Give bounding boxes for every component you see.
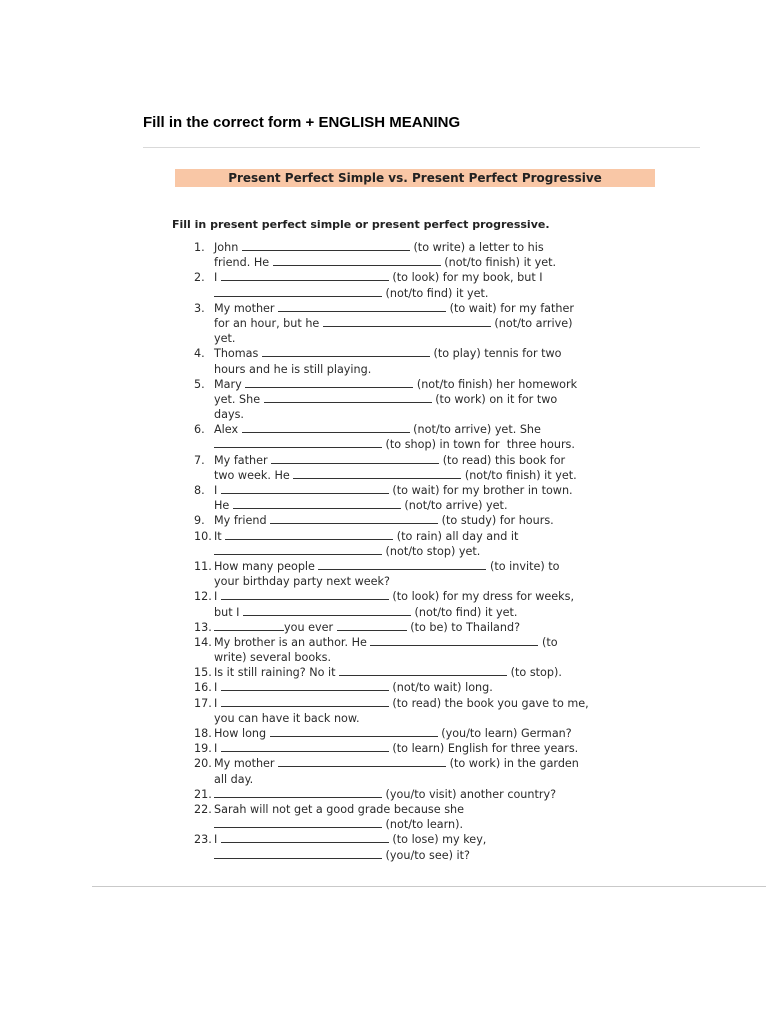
exercise-text [214,620,520,635]
exercise-text-segment: I [214,681,221,695]
exercise-text-segment: (to work) on it for two [431,392,558,406]
exercise-text [214,483,573,498]
answer-blank [278,756,446,767]
exercise-text-segment: (to rain) all day and it [393,529,519,543]
answer-blank [221,589,389,600]
worksheet-title: Present Perfect Simple vs. Present Perfect Progressive [175,169,655,187]
exercise-text [214,680,493,695]
exercise-text-segment: I [214,742,221,756]
answer-blank [370,635,538,646]
exercise-text-segment: (you/to see) it? [382,848,470,862]
exercise-text-segment: you ever [284,620,337,634]
exercise-number: 14. [194,635,212,649]
answer-blank [221,832,389,843]
exercise-number: 11. [194,559,212,573]
exercise-text-segment: I [214,833,221,847]
exercise-number: 17. [194,696,212,710]
exercise-line [172,240,662,255]
exercise-number: 18. [194,727,212,740]
answer-blank [270,513,438,524]
exercise-number: 6. [194,423,205,437]
exercise-text [214,589,574,604]
answer-blank [214,787,382,798]
exercise-line [172,726,662,741]
exercise-text-segment: (not/to finish) it yet. [461,468,577,482]
exercise-text-segment: I [214,484,221,497]
exercise-line [172,513,662,528]
exercise-text-segment: My friend [214,514,271,528]
exercise-number: 4. [194,347,205,361]
exercise-line [172,453,662,468]
answer-blank [221,483,389,494]
exercise-text-segment: (not/to wait) long. [388,681,493,695]
exercise-number: 9. [194,514,205,528]
exercise-text-segment: (not/to arrive) yet. She [409,423,541,437]
exercise-line [172,468,662,483]
exercise-line [172,407,662,422]
exercise-line [172,346,662,361]
exercise-text [214,407,244,422]
exercise-text-segment: Sarah will not get a good grade because she [214,802,465,816]
exercise-number: 2. [194,271,205,285]
exercise-text [214,696,589,711]
exercise-text-segment: My mother [214,301,279,315]
exercise-text [214,544,480,559]
exercise-text-segment: I [214,696,221,710]
exercise-text-segment: (to stop). [507,666,562,680]
exercise-text-segment: (to study) for hours. [438,514,554,528]
exercise-text [214,286,488,301]
exercise-number: 20. [194,757,212,771]
exercise-text [214,437,575,452]
exercise-text-segment: (you/to learn) German? [437,727,572,740]
exercise-text [214,346,562,361]
exercise-number: 13. [194,620,212,634]
exercise-number: 5. [194,377,205,391]
answer-blank [337,620,407,631]
exercise-line [172,711,662,726]
answer-blank [270,726,438,737]
exercise-line [172,392,662,407]
exercise-text-segment: but I [214,605,243,619]
exercise-text-segment: (not/to learn). [382,818,464,832]
exercise-line [172,620,662,635]
exercise-number: 10. [194,529,212,543]
exercise-text-segment: (to write) a letter to his [409,241,544,254]
exercise-text-segment: (to lose) my key, [388,833,487,847]
exercise-line [172,741,662,756]
exercise-line [172,650,662,665]
answer-blank [214,286,382,297]
exercise-text [214,331,235,346]
exercise-line [172,680,662,695]
exercise-number: 12. [194,590,212,604]
answer-blank [262,346,430,357]
exercise-line [172,605,662,620]
answer-blank [339,665,507,676]
exercise-text-segment: friend. He [214,256,273,270]
exercise-text-segment: yet. She [214,392,264,406]
exercise-line [172,772,662,787]
exercise-number: 22. [194,802,212,816]
exercise-line [172,848,662,863]
exercise-text-segment: (to play) tennis for two [429,347,562,361]
bottom-divider [92,886,766,887]
exercise-text-segment: (not/to arrive) yet. [400,499,508,513]
answer-blank [214,437,382,448]
exercise-text-segment: (not/to find) it yet. [411,605,518,619]
exercise-line [172,559,662,574]
exercise-line [172,422,662,437]
exercise-text-segment: (not/to arrive) [490,316,573,330]
exercise-text-segment: for an hour, but he [214,316,323,330]
exercise-line [172,756,662,771]
exercise-text-segment: your birthday party next week? [214,575,390,589]
exercise-text [214,848,470,863]
top-divider [143,147,700,148]
exercise-line [172,817,662,832]
exercise-text-segment: you can have it back now. [214,711,360,725]
exercise-text [214,468,577,483]
exercise-text [214,513,554,528]
answer-blank [221,696,389,707]
exercise-text-segment: days. [214,408,244,422]
exercise-line [172,635,662,650]
exercise-text [214,817,463,832]
answer-blank [318,559,486,570]
exercise-line [172,574,662,589]
answer-blank [214,817,382,828]
exercise-text-segment: (to work) in the garden [446,757,579,771]
answer-blank [214,544,382,555]
answer-blank [242,240,410,251]
exercise-line [172,301,662,316]
exercise-text-segment: (to invite) to [486,559,560,573]
exercise-text-segment: Mary [214,377,246,391]
exercise-text-segment: It [214,529,226,543]
exercise-number: 15. [194,666,212,680]
exercise-text-segment: How long [214,727,270,740]
exercise-text-segment: all day. [214,772,254,786]
exercise-text-segment: write) several books. [214,651,332,665]
exercise-line [172,665,662,680]
exercise-text [214,605,517,620]
exercise-text-segment: (to shop) in town for three hours. [382,438,575,452]
exercise-text-segment: (to be) to Thailand? [406,620,521,634]
exercise-text [214,772,253,787]
exercise-text-segment: I [214,590,221,604]
answer-blank [264,392,432,403]
exercise-text [214,574,390,589]
exercise-number: 23. [194,833,212,847]
exercise-text-segment: (not/to find) it yet. [382,286,489,300]
exercise-text [214,726,572,741]
exercise-line [172,498,662,513]
answer-blank [221,680,389,691]
exercise-line [172,255,662,270]
answer-blank [271,453,439,464]
exercise-text [214,741,578,756]
answer-blank [225,529,393,540]
exercise-text [214,665,562,680]
exercise-text [214,832,486,847]
answer-blank [221,270,389,281]
answer-blank [273,255,441,266]
exercise-text-segment: (to look) for my dress for weeks, [388,590,575,604]
exercise-text-segment: (not/to finish) her homework [413,377,578,391]
exercise-text [214,270,543,285]
exercise-text [214,392,557,407]
exercise-text [214,529,518,544]
exercise-text-segment: (to [538,635,558,649]
exercise-text [214,422,541,437]
exercise-text-segment: (to look) for my book, but I [388,271,543,285]
exercise-text-segment: (not/to finish) it yet. [440,256,557,270]
exercise-text [214,362,371,377]
exercise-text-segment: John [214,241,242,254]
exercise-line [172,362,662,377]
exercise-text [214,650,331,665]
exercise-text [214,316,572,331]
exercise-line [172,483,662,498]
exercise-text-segment: yet. [214,332,236,346]
exercise-text-segment: hours and he is still playing. [214,362,372,376]
exercise-text [214,301,574,316]
worksheet-instruction: Fill in present perfect simple or present perfect progressive. [172,218,550,231]
exercise-line [172,331,662,346]
answer-blank [245,377,413,388]
exercise-text [214,787,556,802]
exercise-list [172,240,662,863]
exercise-line [172,270,662,285]
exercise-text [214,711,360,726]
exercise-number: 16. [194,681,212,695]
exercise-text-segment: My mother [214,757,279,771]
exercise-text-segment: He [214,499,233,513]
exercise-text-segment: (not/to stop) yet. [382,544,481,558]
exercise-text-segment: Alex [214,423,242,437]
answer-blank [243,605,411,616]
answer-blank [293,468,461,479]
exercise-line [172,377,662,392]
exercise-number: 19. [194,742,212,756]
answer-blank [233,498,401,509]
exercise-number: 3. [194,301,205,315]
exercise-text-segment: Thomas [214,347,262,361]
exercise-text-segment: Is it still raining? No it [214,666,340,680]
answer-blank [214,848,382,859]
exercise-text-segment: two week. He [214,468,294,482]
exercise-number: 1. [194,241,205,254]
exercise-text [214,453,565,468]
exercise-line [172,802,662,817]
exercise-line [172,696,662,711]
exercise-line [172,529,662,544]
exercise-text-segment: (you/to visit) another country? [382,787,557,801]
exercise-number: 8. [194,484,205,497]
exercise-text-segment: How many people [214,559,319,573]
answer-blank [242,422,410,433]
exercise-text-segment: (to wait) for my father [446,301,574,315]
exercise-text-segment: (to wait) for my brother in town. [388,484,573,497]
answer-blank [214,620,284,631]
exercise-text [214,255,556,270]
exercise-text [214,559,560,574]
exercise-line [172,787,662,802]
answer-blank [278,301,446,312]
exercise-text [214,756,579,771]
exercise-number: 21. [194,787,212,801]
answer-blank [221,741,389,752]
exercise-text-segment: (to read) this book for [439,453,566,467]
exercise-text [214,635,558,650]
exercise-text-segment: My father [214,453,272,467]
exercise-line [172,544,662,559]
exercise-text-segment: (to learn) English for three years. [388,742,579,756]
exercise-text [214,377,577,392]
answer-blank [323,316,491,327]
exercise-text [214,802,464,817]
exercise-text-segment: (to read) the book you gave to me, [388,696,589,710]
exercise-text [214,498,508,513]
exercise-line [172,286,662,301]
exercise-number: 7. [194,453,205,467]
exercise-text [214,240,544,255]
exercise-line [172,832,662,847]
exercise-line [172,589,662,604]
exercise-text-segment: I [214,271,221,285]
page-heading: Fill in the correct form + ENGLISH MEANING [143,114,461,131]
exercise-text-segment: My brother is an author. He [214,635,371,649]
exercise-line [172,316,662,331]
exercise-line [172,437,662,452]
